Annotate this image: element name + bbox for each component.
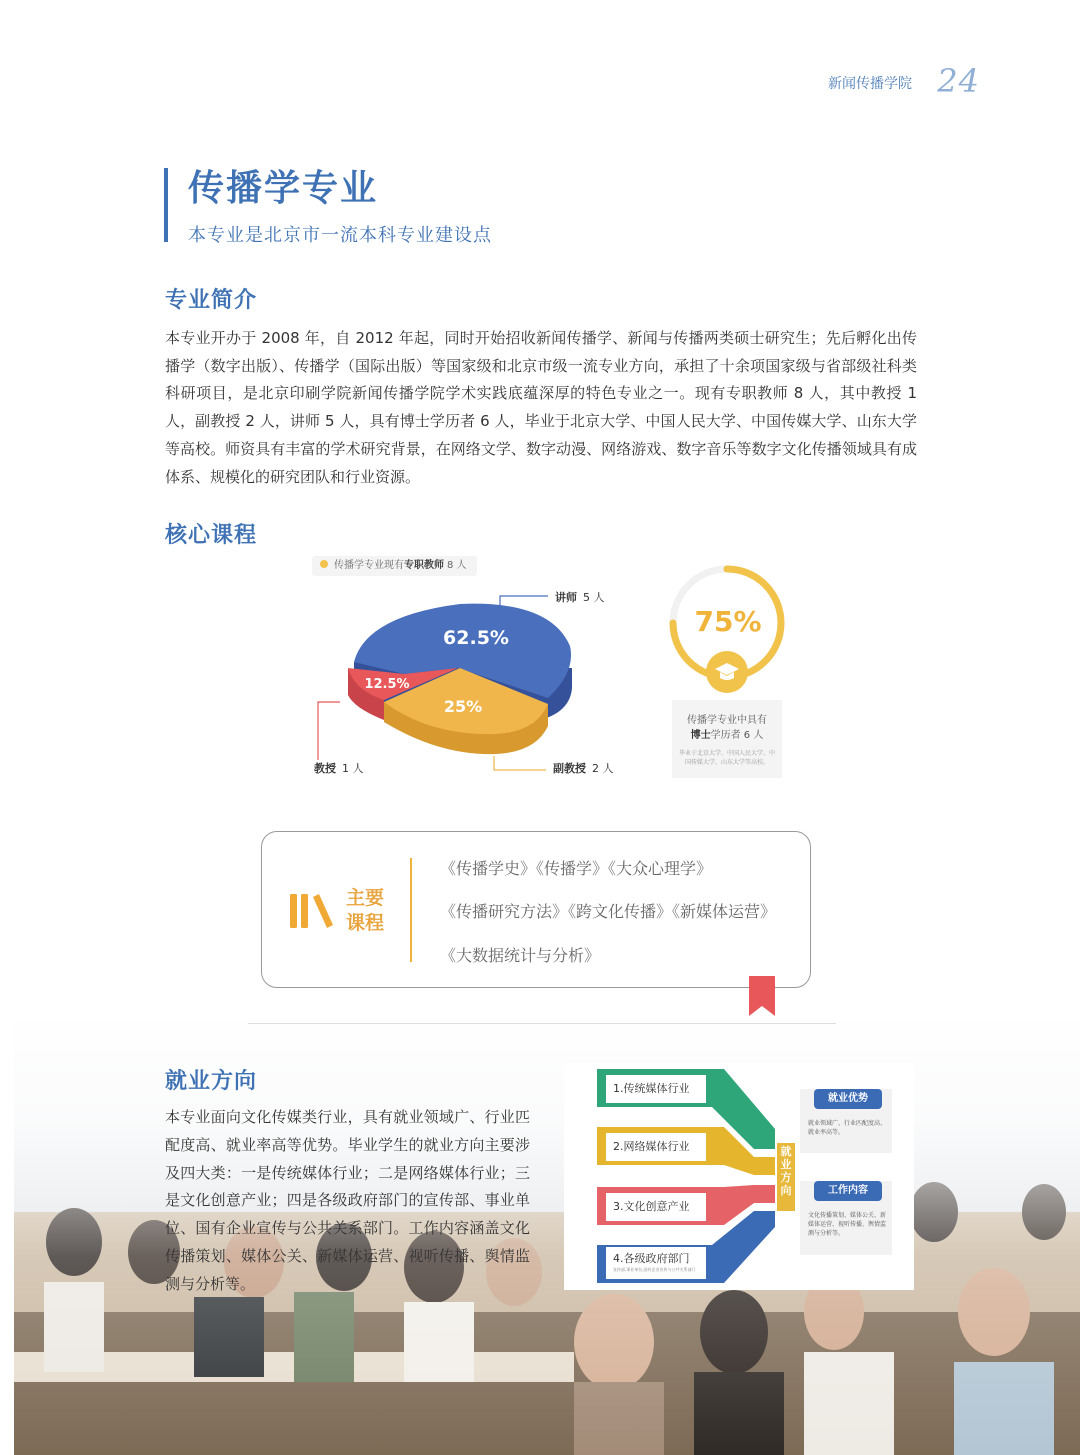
- employment-diagram: [564, 1063, 914, 1290]
- pie-label-professor: 12.5%: [364, 677, 410, 692]
- phd-info-card: [672, 700, 782, 778]
- employment-heading: 就业方向: [165, 1069, 258, 1094]
- main-courses-box: [261, 831, 811, 988]
- legend-suffix: 8 人: [447, 560, 467, 571]
- graduation-cap-icon: [706, 651, 748, 693]
- phd-gauge-svg: [664, 563, 790, 699]
- core-heading: 核心课程: [165, 523, 258, 548]
- advantage-tag: 就业优势: [814, 1089, 882, 1109]
- callout-line-associate: [494, 756, 546, 770]
- work-content-card: [800, 1181, 892, 1255]
- phd-info-line2: 博士学历者 6 人: [690, 730, 764, 741]
- page-subtitle: 本专业是北京市一流本科专业建设点: [188, 225, 492, 246]
- bookmark-icon: [749, 976, 775, 1016]
- advantage-text: 就业领域广、行业匹配度高、就业率高等。: [808, 1120, 887, 1136]
- advantage-card: [800, 1089, 892, 1153]
- gauge-value: 75%: [694, 605, 762, 638]
- main-courses-label: 主要 课程: [346, 887, 385, 934]
- course-line-2: 《传播研究方法》《跨文化传播》《新媒体运营》: [440, 902, 777, 921]
- employment-paragraph: 本专业面向文化传媒类行业，具有就业领域广、行业匹配度高、就业率高等优势。毕业学生的就业方向主要涉及四大类：一是传统媒体行业；二是网络媒体行业；三是文化创意产业；四是各级政府部门的宣传部、事业单位、国有企业宣传与公共关系部门。工作内容涵盖文化传播策划、媒体公关、新媒体运营、视听传播、舆情监测与分析等。: [165, 1108, 530, 1293]
- page-number: 24: [937, 62, 980, 100]
- callout-associate: 副教授 2 人: [553, 762, 614, 775]
- intro-paragraph: 本专业开办于 2008 年，自 2012 年起，同时开始招收新闻传播学、新闻与传播两类硕士研究生；先后孵化出传播学（数字出版）、传播学（国际出版）等国家级和北京市级一流专业方向，承担了十余项国家级与省部级社科类科研项目，是北京印刷学院新闻传播学院学术实践底蕴深厚的特色专业之一。现有专职教师 8 人，其中教授 1 人，副教授 2 人，讲师 5 人，具有博士学历者 6 人，毕业于北京大学、中国人民大学、中国传媒大学、山东大学等高校。师资具有丰富的学术研究背景，在网络文学、数字动漫、网络游戏、数字音乐等数字文化传播领域具有成体系、规模化的研究团队和行业资源。: [165, 329, 917, 486]
- employment-item-4-note: 宣传部,事业单位,国有企业宣传与公共关系部门: [613, 1267, 696, 1272]
- section-divider: [248, 1023, 836, 1024]
- pie-label-lecturer: 62.5%: [443, 627, 509, 649]
- work-content-text: 文化传播策划、媒体公关、新媒体运营、视听传播、舆情监测与分析等。: [808, 1212, 887, 1237]
- employment-item-1: 1.传统媒体行业: [606, 1075, 706, 1103]
- intro-heading: 专业简介: [165, 288, 258, 313]
- employment-item-4: 4.各级政府部门 宣传部,事业单位,国有企业宣传与公共关系部门: [606, 1247, 706, 1279]
- employment-item-2: 2.网络媒体行业: [606, 1133, 706, 1161]
- phd-info-line1: 传播学专业中具有: [687, 715, 767, 726]
- phd-info-note: 毕业于北京大学、中国人民大学、中国传媒大学、山东大学等高校。: [678, 750, 775, 766]
- callout-professor: 教授 1 人: [314, 762, 364, 775]
- college-name: 新闻传播学院: [828, 76, 912, 92]
- legend-prefix: 传播学专业现有: [334, 560, 404, 571]
- callout-line-professor: [318, 702, 340, 760]
- title-accent-bar: [164, 168, 168, 242]
- callout-lecturer: 讲师 5 人: [555, 591, 605, 604]
- course-divider: [410, 858, 412, 962]
- legend-bold: 专职教师: [404, 560, 444, 571]
- employment-item-3: 3.文化创意产业: [606, 1193, 706, 1221]
- page-title: 传播学专业: [188, 168, 379, 209]
- course-line-1: 《传播学史》《传播学》《大众心理学》: [440, 859, 713, 878]
- pie-label-associate: 25%: [443, 697, 483, 716]
- employment-center-label: 就业方向: [777, 1143, 795, 1211]
- books-icon: [290, 894, 334, 928]
- work-content-tag: 工作内容: [814, 1181, 882, 1201]
- course-line-3: 《大数据统计与分析》: [440, 946, 601, 965]
